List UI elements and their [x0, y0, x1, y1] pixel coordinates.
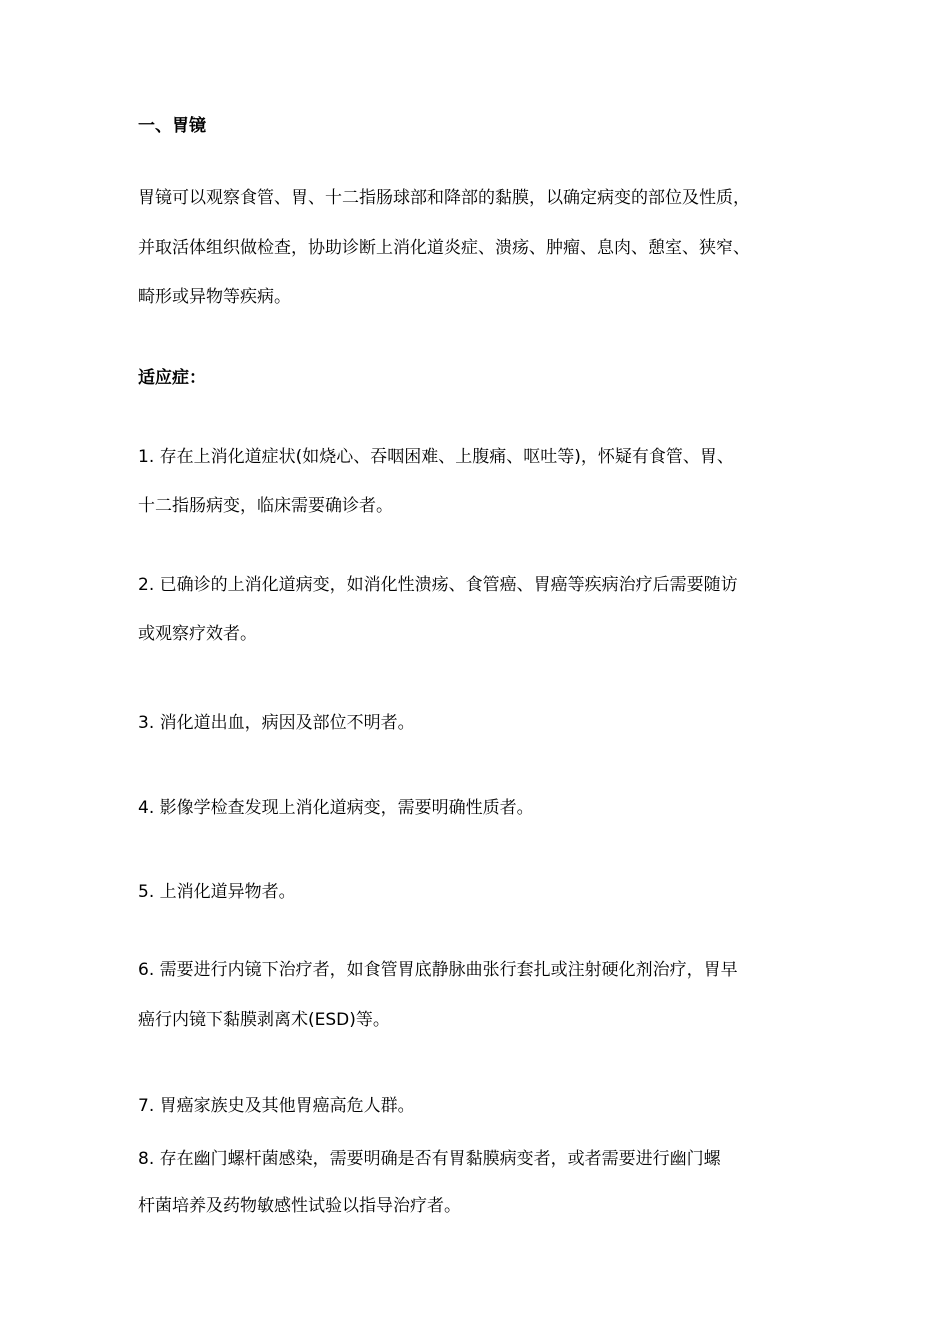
section-heading: 一、胃镜 — [138, 116, 206, 136]
list-item-line: 杆菌培养及药物敏感性试验以指导治疗者。 — [138, 1196, 461, 1216]
list-item-line: 8. 存在幽门螺杆菌感染，需要明确是否有胃黏膜病变者，或者需要进行幽门螺 — [138, 1149, 721, 1169]
list-item-line: 7. 胃癌家族史及其他胃癌高危人群。 — [138, 1096, 415, 1116]
list-item-line: 癌行内镜下黏膜剥离术(ESD)等。 — [138, 1010, 390, 1030]
intro-line: 畸形或异物等疾病。 — [138, 287, 291, 307]
intro-line: 胃镜可以观察食管、胃、十二指肠球部和降部的黏膜，以确定病变的部位及性质， — [138, 188, 750, 208]
list-item-line: 1. 存在上消化道症状(如烧心、吞咽困难、上腹痛、呕吐等)，怀疑有食管、胃、 — [138, 447, 734, 467]
indications-title: 适应症： — [138, 368, 206, 388]
list-item-line: 3. 消化道出血，病因及部位不明者。 — [138, 713, 415, 733]
list-item-line: 或观察疗效者。 — [138, 624, 257, 644]
intro-line: 并取活体组织做检查，协助诊断上消化道炎症、溃疡、肿瘤、息肉、憩室、狭窄、 — [138, 238, 750, 258]
list-item-line: 5. 上消化道异物者。 — [138, 882, 296, 902]
list-item-line: 4. 影像学检查发现上消化道病变，需要明确性质者。 — [138, 798, 534, 818]
list-item-line: 十二指肠病变，临床需要确诊者。 — [138, 496, 393, 516]
list-item-line: 2. 已确诊的上消化道病变，如消化性溃疡、食管癌、胃癌等疾病治疗后需要随访 — [138, 575, 738, 595]
list-item-line: 6. 需要进行内镜下治疗者，如食管胃底静脉曲张行套扎或注射硬化剂治疗，胃早 — [138, 960, 738, 980]
